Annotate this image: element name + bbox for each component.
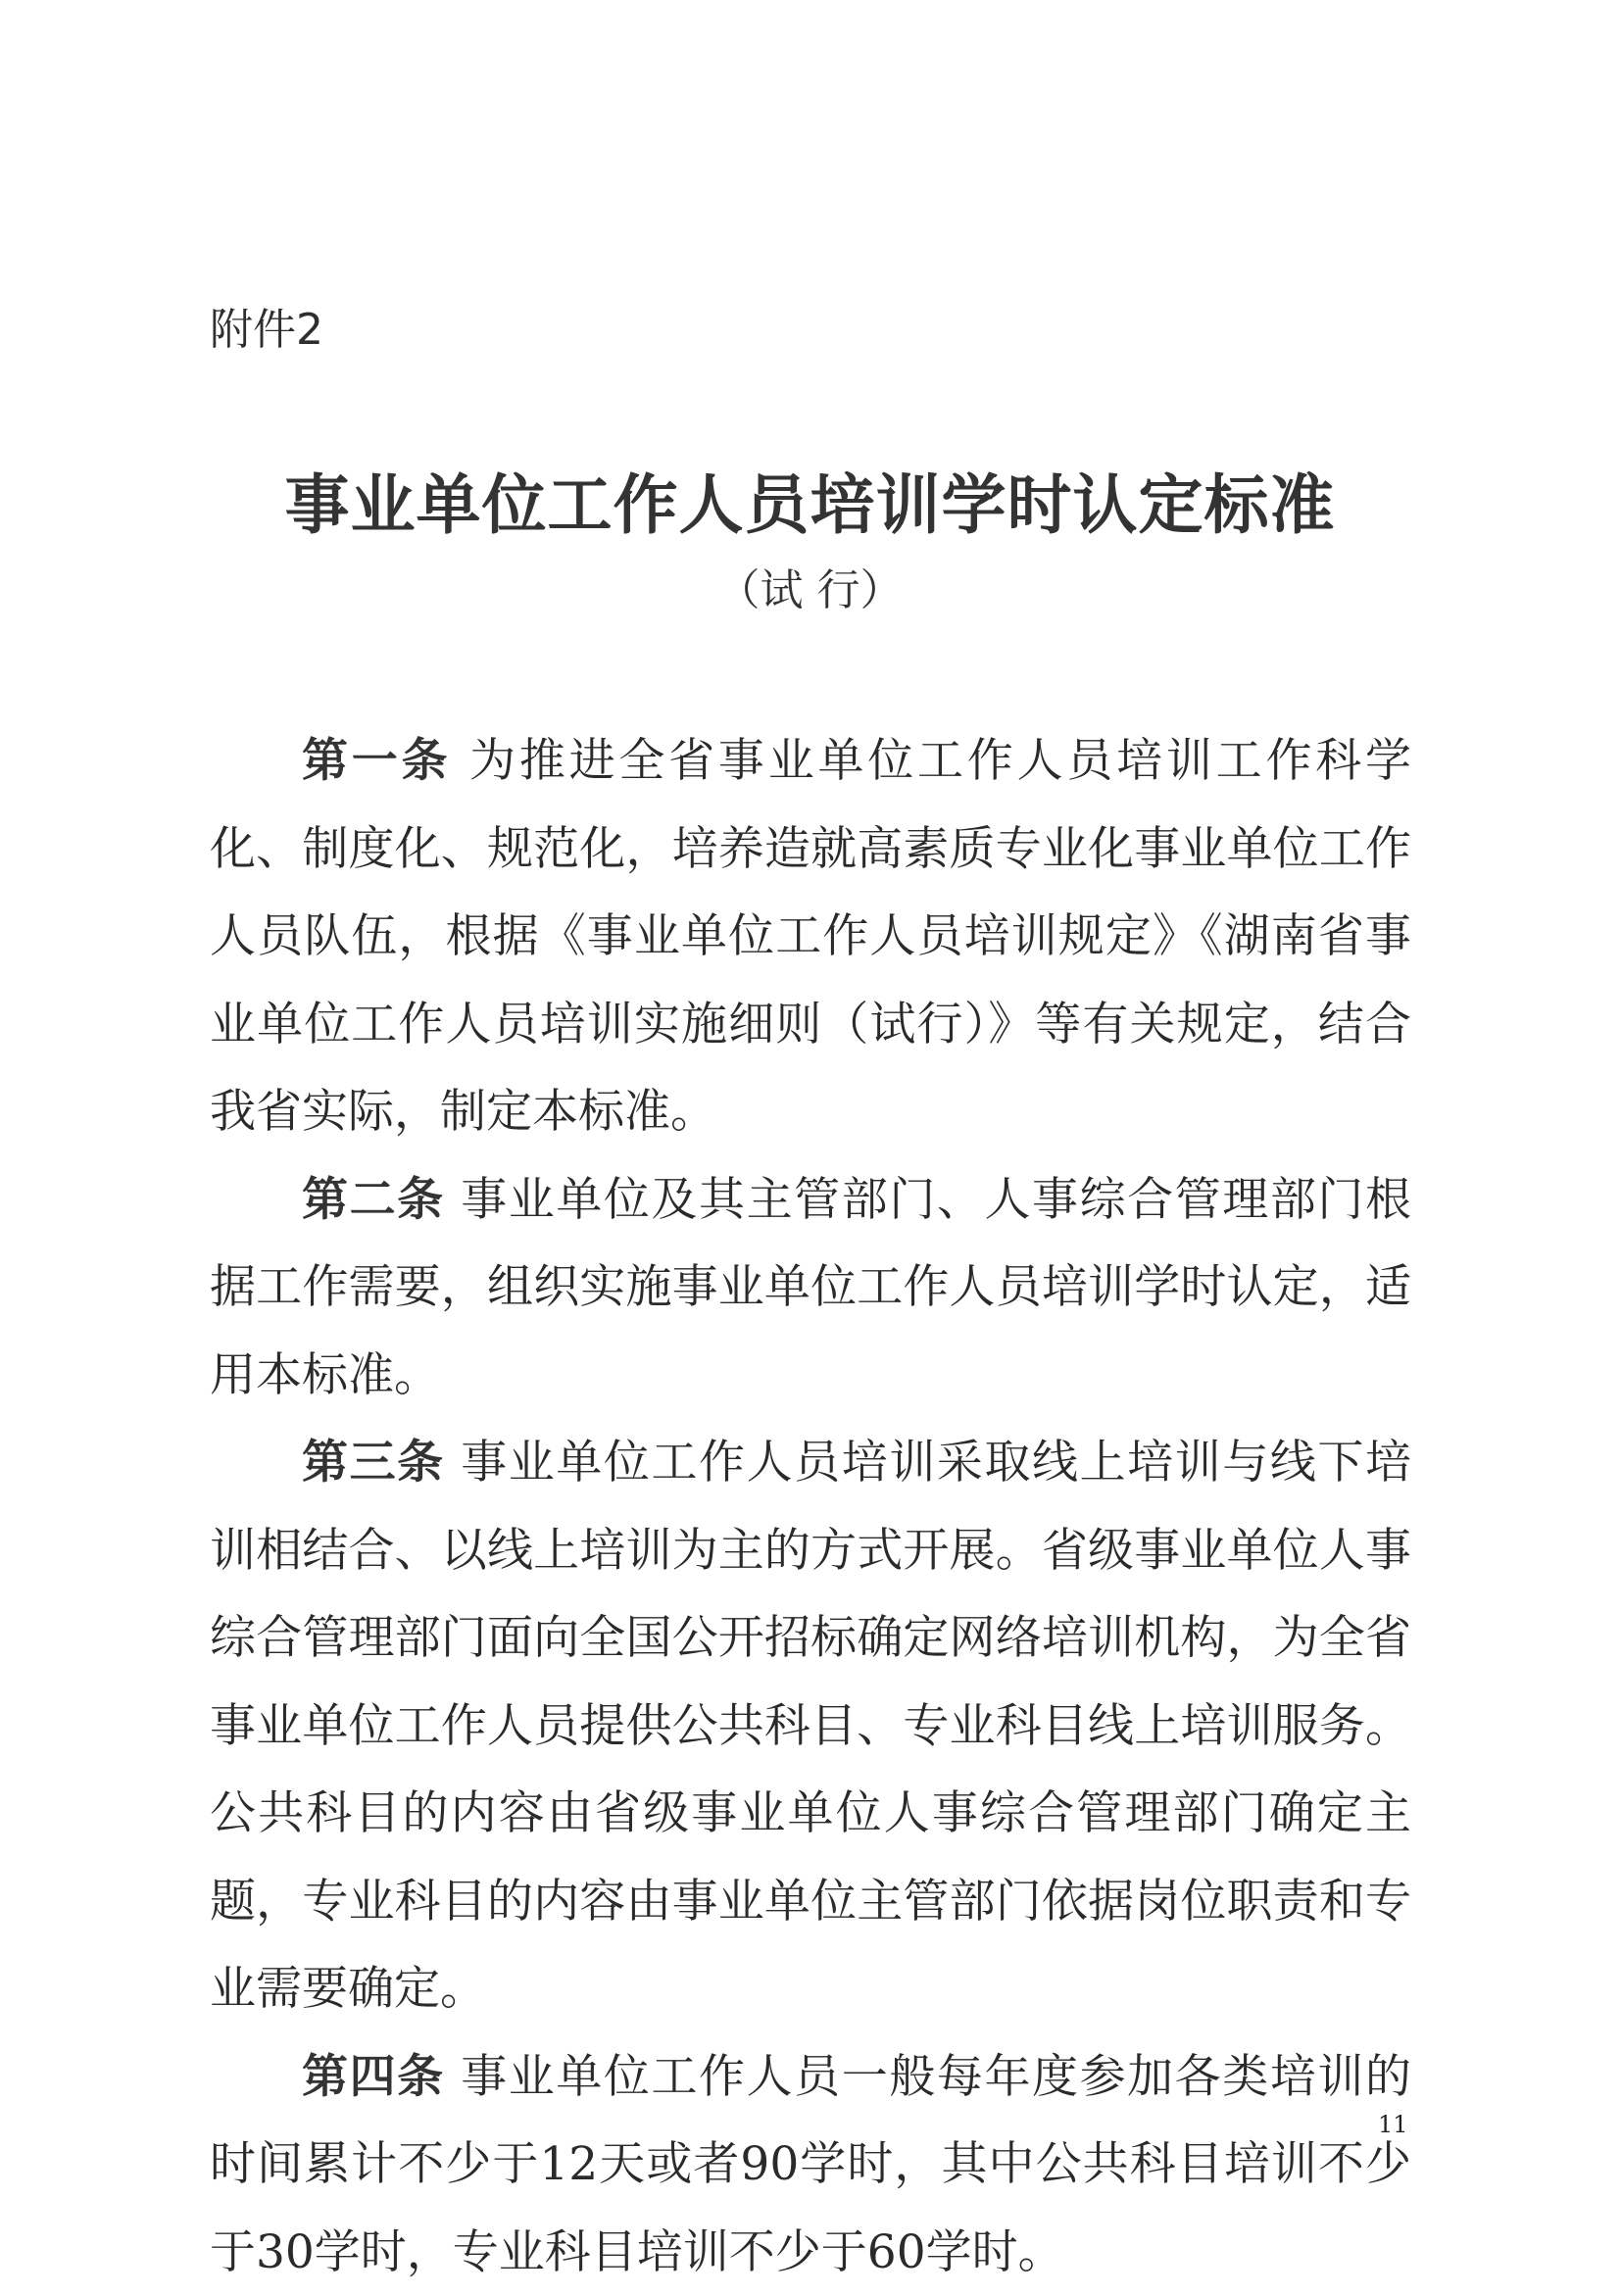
article-3 xyxy=(210,1419,1411,2033)
article-2 xyxy=(210,1156,1411,1420)
article-label: 第三条 xyxy=(302,1436,445,1490)
article-label: 第四条 xyxy=(302,2050,445,2104)
article-text: 事业单位及其主管部门、人事综合管理部门根据工作需要，组织实施事业单位工作人员培训学时认定，适用本标准。 xyxy=(210,1173,1411,1402)
article-text: 事业单位工作人员一般每年度参加各类培训的时间累计不少于12天或者90学时，其中公共科目培训不少于30学时，专业科目培训不少于60学时。 xyxy=(210,2050,1411,2279)
page-number: 11 xyxy=(1378,2111,1408,2138)
attachment-label: 附件2 xyxy=(210,294,323,357)
article-4 xyxy=(210,2033,1411,2296)
article-text: 为推进全省事业单位工作人员培训工作科学化、制度化、规范化，培养造就高素质专业化事业单位工作人员队伍，根据《事业单位工作人员培训规定》《湖南省事业单位工作人员培训实施细则（试行）》等有关规定，结合我省实际，制定本标准。 xyxy=(210,734,1411,1139)
document-title: 事业单位工作人员培训学时认定标准 xyxy=(0,453,1620,546)
article-label: 第二条 xyxy=(302,1173,445,1227)
document-body xyxy=(210,717,1411,2296)
article-1 xyxy=(210,717,1411,1156)
article-label: 第一条 xyxy=(302,734,451,788)
article-text: 事业单位工作人员培训采取线上培训与线下培训相结合、以线上培训为主的方式开展。省级事业单位人事综合管理部门面向全国公开招标确定网络培训机构，为全省事业单位工作人员提供公共科目、专业科目线上培训服务。公共科目的内容由省级事业单位人事综合管理部门确定主题，专业科目的内容由事业单位主管部门依据岗位职责和专业需要确定。 xyxy=(210,1436,1411,2016)
document-subtitle: （试 行） xyxy=(0,555,1620,617)
